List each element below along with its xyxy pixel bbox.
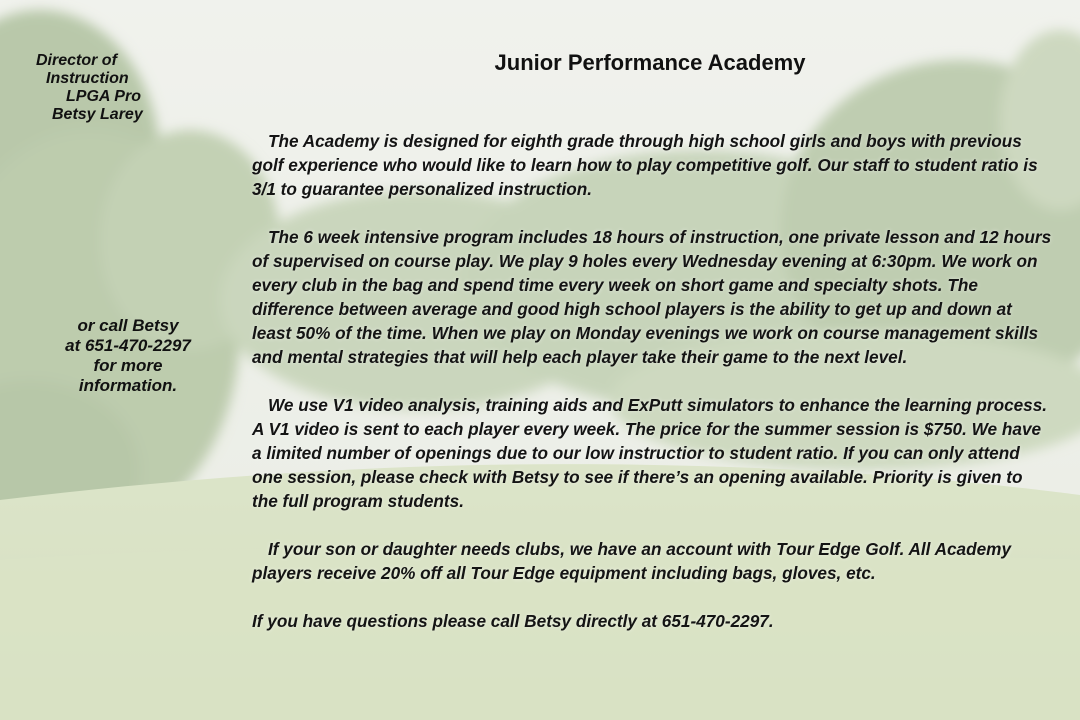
contact-phone: at 651-470-2297 [65,336,191,355]
paragraph-text: If your son or daughter needs clubs, we have an account with Tour Edge Golf. All Academy players receive 20% off all Tour Edge equipment including bags, gloves, etc. [252,539,1012,583]
paragraph-pricing [252,393,1052,513]
paragraph-text: If you have questions please call Betsy directly at 651-470-2297. [252,611,774,631]
paragraph-text: The 6 week intensive program includes 18 hours of instruction, one private lesson and 12 hours of supervised on course play. We play 9 holes every Wednesday evening at 6:30pm. We work on every club in the bag and spend time every week on short game and specialty shots. The difference between average and good high school players is the ability to get up and down at least 50% of the time. When we play on Monday evenings we work on course management skills and mental strategies that will help each player take their game to the next level. [252,227,1052,367]
paragraph-text: The Academy is designed for eighth grade through high school girls and boys with previous golf experience who would like to learn how to play competitive golf. Our staff to student ratio is 3/1 to guarantee personalized instruction. [252,131,1038,199]
contact-note [30,316,226,396]
director-title [24,52,184,124]
paragraph-text: We use V1 video analysis, training aids and ExPutt simulators to enhance the learning process. A V1 video is sent to each player every week. The price for the summer session is $750. We have a limited number of openings due to our low instructior to student ratio. If you can only attend one session, please check with Betsy to see if there’s an opening available. Priority is given to the full program students. [252,395,1048,511]
page-title: Junior Performance Academy [494,50,806,75]
academy-description [252,129,1052,657]
contact-line: for more [93,356,163,375]
director-name: Betsy Larey [52,106,143,123]
paragraph-program [252,225,1052,369]
director-line: Director of [36,52,117,69]
paragraph-overview [252,129,1052,201]
contact-line: information. [78,376,178,395]
paragraph-contact [252,609,1052,633]
director-line: LPGA Pro [66,88,141,105]
director-line: Instruction [46,70,129,87]
paragraph-equipment [252,537,1052,585]
contact-line: or call Betsy [77,316,179,335]
